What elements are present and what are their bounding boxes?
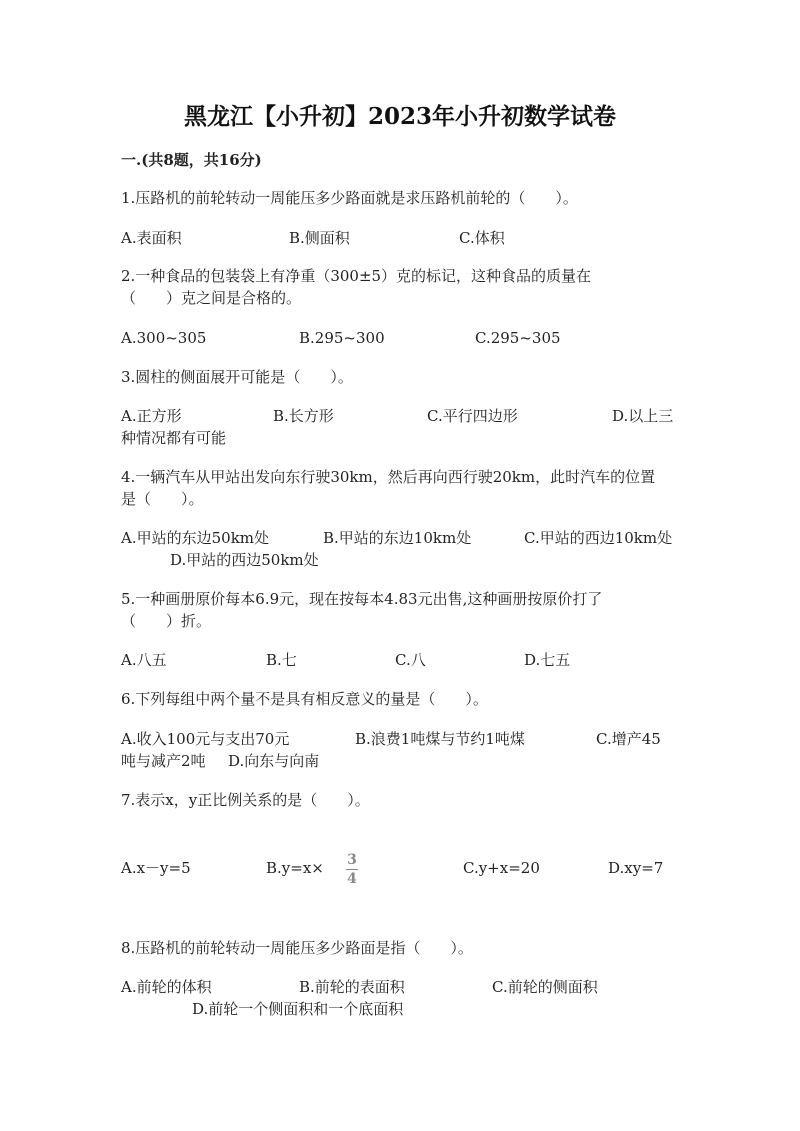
question-6-stem: 6.下列每组中两个量不是具有相反意义的量是（ ）。 xyxy=(121,690,488,708)
question-8-stem: 8.压路机的前轮转动一周能压多少路面是指（ ）。 xyxy=(121,939,473,957)
question-2-stem-line2: （ ）克之间是合格的。 xyxy=(121,289,302,307)
q7-option-a: A.x－y=5 xyxy=(121,859,191,877)
fraction-denominator: 4 xyxy=(347,871,357,887)
page-title: 黑龙江【小升初】2023年小升初数学试卷 xyxy=(183,103,616,130)
q7-option-c: C.y+x=20 xyxy=(463,859,540,877)
q1-option-b: B.侧面积 xyxy=(289,229,350,247)
q5-option-a: A.八五 xyxy=(121,651,167,669)
section-heading: 一.(共8题，共16分) xyxy=(121,151,262,169)
question-3-stem: 3.圆柱的侧面展开可能是（ ）。 xyxy=(121,368,353,386)
q6-option-a: A.收入100元与支出70元 xyxy=(121,730,290,748)
q7-option-d: D.xy=7 xyxy=(608,859,664,877)
question-1-stem: 1.压路机的前轮转动一周能压多少路面就是求压路机前轮的（ ）。 xyxy=(121,189,578,207)
q7-option-b: B.y=x× xyxy=(266,859,324,877)
question-5-stem-line1: 5.一种画册原价每本6.9元，现在按每本4.83元出售,这种画册按原价打了 xyxy=(121,590,603,608)
question-2-stem-line1: 2.一种食品的包装袋上有净重（300±5）克的标记，这种食品的质量在 xyxy=(121,267,592,285)
q6-option-c-line1: C.增产45 xyxy=(596,730,661,748)
q8-option-d: D.前轮一个侧面积和一个底面积 xyxy=(192,1000,404,1018)
q5-option-c: C.八 xyxy=(395,651,426,669)
q8-option-c: C.前轮的侧面积 xyxy=(492,978,598,996)
q8-option-a: A.前轮的体积 xyxy=(121,978,212,996)
q5-option-b: B.七 xyxy=(266,651,297,669)
question-7-stem: 7.表示x，y正比例关系的是（ ）。 xyxy=(121,791,370,809)
fraction-numerator: 3 xyxy=(347,852,357,868)
q5-option-d: D.七五 xyxy=(524,651,571,669)
q3-option-d-line1: D.以上三 xyxy=(612,407,674,425)
q3-option-a: A.正方形 xyxy=(121,407,182,425)
q1-option-a: A.表面积 xyxy=(121,229,182,247)
q6-option-b: B.浪费1吨煤与节约1吨煤 xyxy=(355,730,525,748)
q2-option-b: B.295~300 xyxy=(299,329,385,347)
q7-option-b-fraction xyxy=(344,853,360,886)
q3-option-c: C.平行四边形 xyxy=(427,407,518,425)
q4-option-b: B.甲站的东边10km处 xyxy=(323,529,472,547)
q4-option-c: C.甲站的西边10km处 xyxy=(524,529,673,547)
q3-option-d-line2: 种情况都有可能 xyxy=(121,429,227,447)
q6-option-c-line2: 吨与减产2吨 xyxy=(121,752,206,770)
q4-option-a: A.甲站的东边50km处 xyxy=(121,529,270,547)
question-5-stem-line2: （ ）折。 xyxy=(121,612,212,630)
q6-option-d: D.向东与向南 xyxy=(228,752,320,770)
q3-option-b: B.长方形 xyxy=(273,407,334,425)
question-4-stem-line1: 4.一辆汽车从甲站出发向东行驶30km，然后再向西行驶20km，此时汽车的位置 xyxy=(121,468,656,486)
q2-option-a: A.300~305 xyxy=(121,329,207,347)
fraction-bar xyxy=(346,869,358,870)
q2-option-c: C.295~305 xyxy=(475,329,561,347)
question-4-stem-line2: 是（ ）。 xyxy=(121,490,204,508)
q4-option-d: D.甲站的西边50km处 xyxy=(170,551,319,569)
q1-option-c: C.体积 xyxy=(459,229,505,247)
q8-option-b: B.前轮的表面积 xyxy=(299,978,405,996)
